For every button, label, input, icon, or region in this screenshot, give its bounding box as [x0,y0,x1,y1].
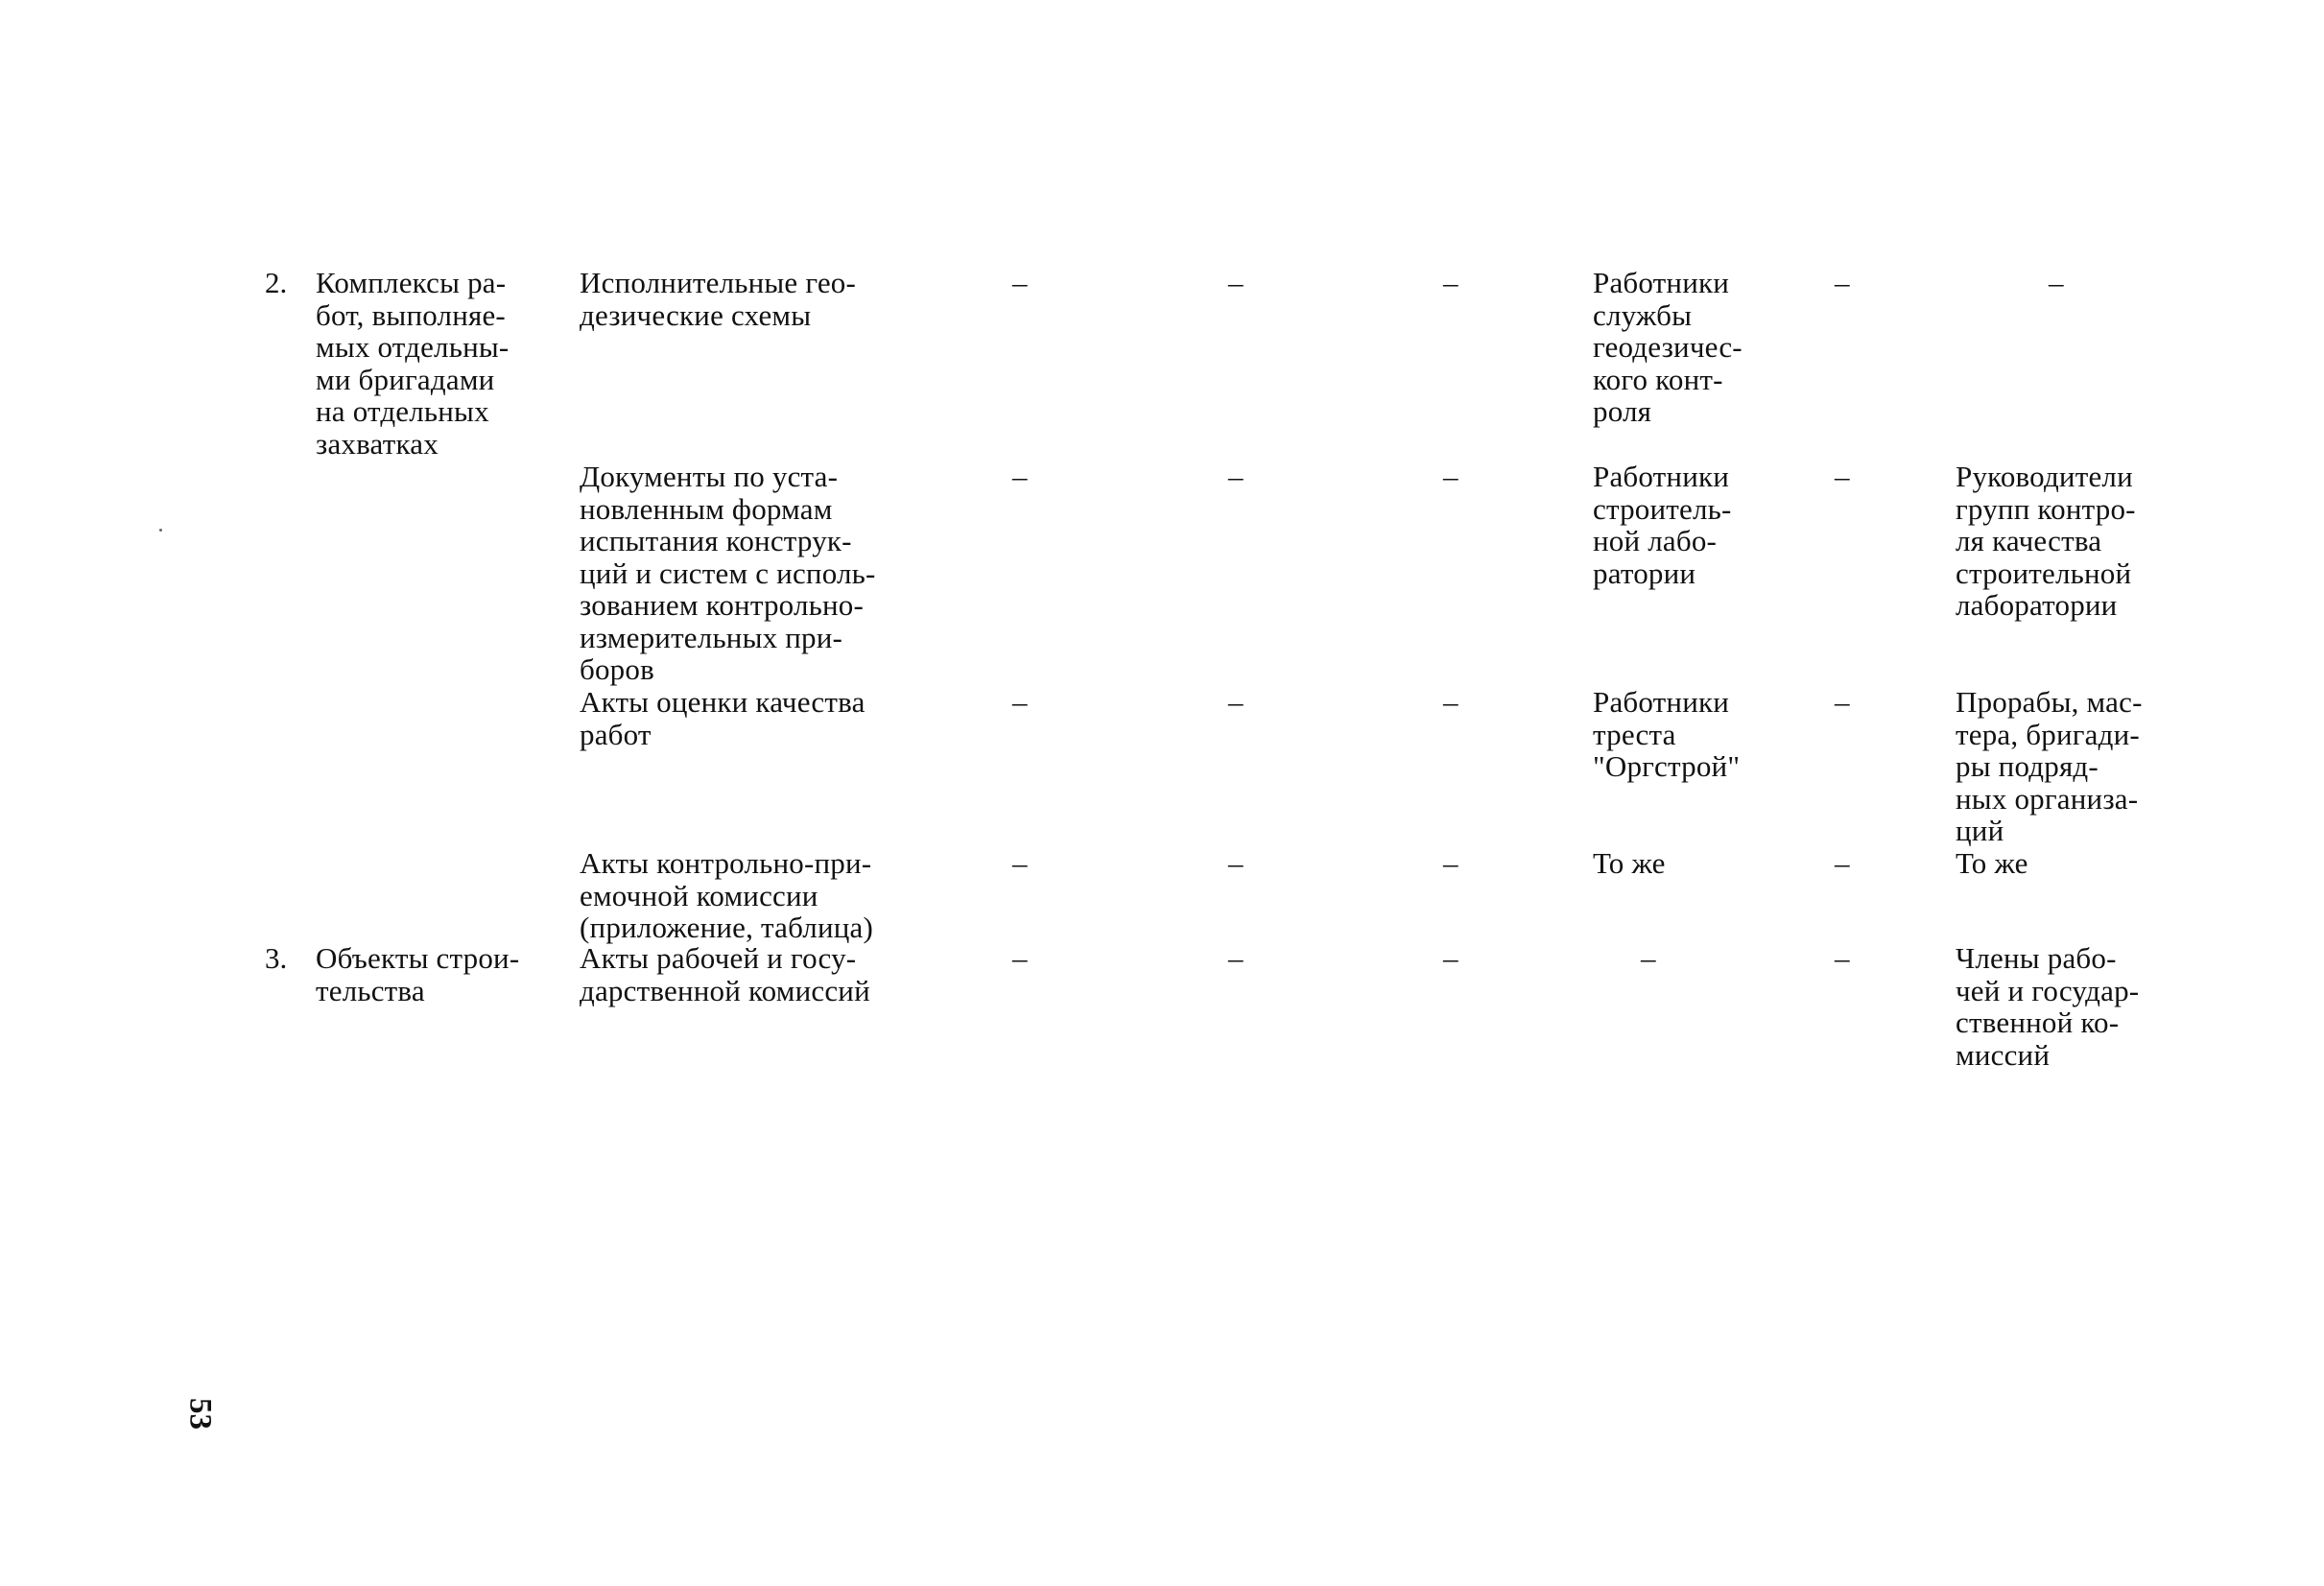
row-5-col5: – [1443,941,1458,975]
row-3-col5: – [1443,685,1458,719]
row-1-col7: – [1835,266,1850,299]
row-2-col3: – [1012,460,1028,493]
row-1-col6: Работники службы геодезичес- кого конт- роля [1593,266,1743,428]
row-1-document: Исполнительные гео- дезические схемы [580,266,857,332]
row-1-object: Комплексы ра- бот, выполняе- мых отдельны- ми бригадами на отдельных захватках [316,266,510,461]
row-5-col3: – [1012,941,1028,975]
row-5-number: 3. [265,941,288,975]
row-4-col3: – [1012,846,1028,880]
row-4-col6: То же [1593,846,1666,880]
row-3-col8: Прорабы, мас- тера, бригади- ры подряд- ных организа- ций [1956,685,2143,847]
row-3-document: Акты оценки качества работ [580,685,866,751]
row-2-col5: – [1443,460,1458,493]
row-2-document: Документы по уста- новленным формам испытания конструк- ций и систем с исполь- зованием контрольно- измерительных при- боров [580,460,876,686]
row-2-col8: Руководители групп контро- ля качества строительной лаборатории [1956,460,2136,622]
row-3-col6: Работники треста "Оргстрой" [1593,685,1741,783]
row-5-col8: Члены рабо- чей и государ- ственной ко- миссий [1956,941,2140,1072]
row-3-col4: – [1228,685,1244,719]
row-4-col5: – [1443,846,1458,880]
row-3-col7: – [1835,685,1850,719]
row-1-col5: – [1443,266,1458,299]
row-4-col8: То же [1956,846,2028,880]
row-5-object: Объекты строи- тельства [316,941,520,1007]
row-3-col3: – [1012,685,1028,719]
row-2-col7: – [1835,460,1850,493]
page-number: 53 [182,1398,218,1430]
row-5-document: Акты рабочей и госу- дарственной комиссий [580,941,870,1007]
row-1-number: 2. [265,266,288,299]
row-1-col4: – [1228,266,1244,299]
row-4-col4: – [1228,846,1244,880]
row-1-col3: – [1012,266,1028,299]
row-2-col4: – [1228,460,1244,493]
row-1-col8: – [2049,266,2064,299]
row-2-col6: Работники строитель- ной лабо- ратории [1593,460,1732,590]
row-5-col7: – [1835,941,1850,975]
row-5-col6: – [1641,941,1656,975]
scan-speck [159,529,162,532]
row-4-document: Акты контрольно-при- емочной комиссии (приложение, таблица) [580,846,874,944]
row-4-col7: – [1835,846,1850,880]
row-5-col4: – [1228,941,1244,975]
